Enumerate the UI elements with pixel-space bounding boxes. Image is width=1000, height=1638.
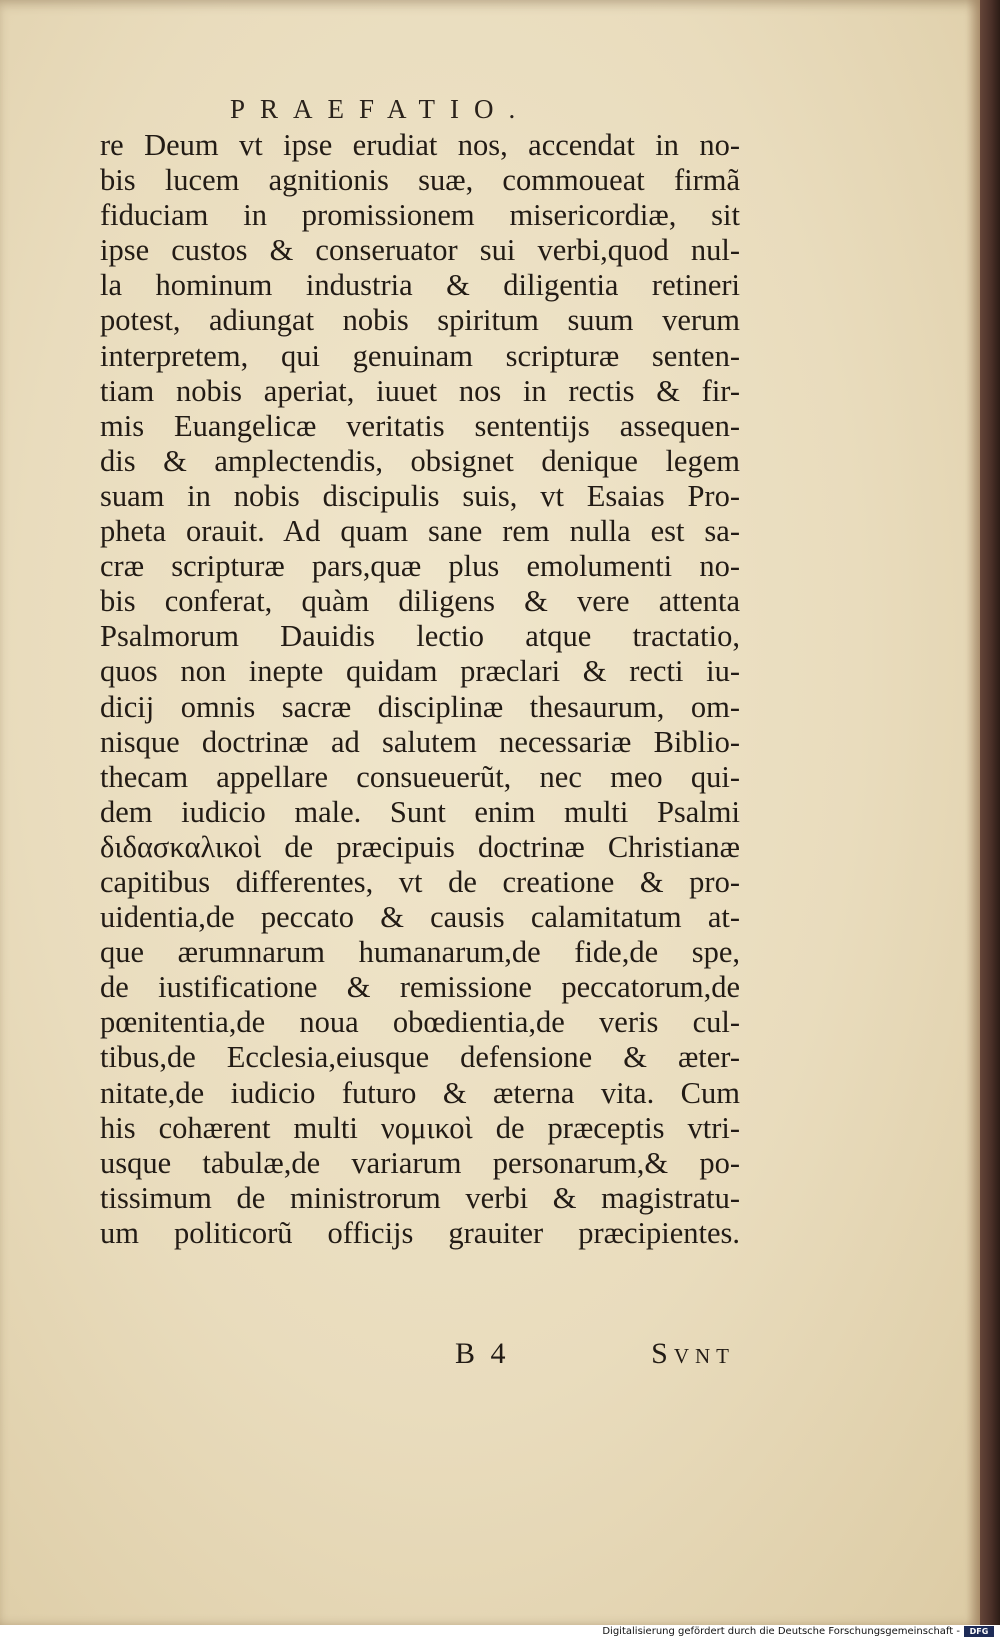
text-line: ipse custos & conseruator sui verbi,quod nul- bbox=[100, 233, 740, 268]
text-line: dis & amplectendis, obsignet denique legem bbox=[100, 443, 740, 478]
text-line: his cohærent multi νομικοὶ de præceptis vtri- bbox=[100, 1110, 740, 1145]
text-line: de iustificatione & remissione peccatorum,de bbox=[100, 970, 740, 1005]
signature-mark: B 4 bbox=[455, 1337, 510, 1370]
text-line: re Deum vt ipse erudiat nos, accendat in no- bbox=[100, 128, 740, 162]
text-line: cræ scripturæ pars,quæ plus emolumenti no- bbox=[100, 549, 740, 584]
text-line: tissimum de ministrorum verbi & magistratu- bbox=[100, 1180, 740, 1215]
dfg-logo-icon: DFG bbox=[964, 1626, 994, 1637]
running-head: PRAEFATIO. bbox=[230, 94, 531, 124]
page-edge-shadow bbox=[966, 0, 980, 1625]
text-block bbox=[100, 128, 740, 1251]
text-line: nisque doctrinæ ad salutem necessariæ Biblio- bbox=[100, 724, 740, 759]
catchword: Svnt bbox=[651, 1337, 735, 1370]
text-line: capitibus differentes, vt de creatione & pro- bbox=[100, 864, 740, 899]
text-line: um politicorũ officijs grauiter præcipientes. bbox=[100, 1215, 740, 1250]
text-line: Psalmorum Dauidis lectio atque tractatio, bbox=[100, 619, 740, 654]
text-line: mis Euangelicæ veritatis sententijs assequen- bbox=[100, 408, 740, 443]
text-line: nitate,de iudicio futuro & æterna vita. Cum bbox=[100, 1075, 740, 1110]
text-line: usque tabulæ,de variarum personarum,& po- bbox=[100, 1145, 740, 1180]
text-line: la hominum industria & diligentia retineri bbox=[100, 268, 740, 303]
text-line: interpretem, qui genuinam scripturæ senten- bbox=[100, 338, 740, 373]
text-line: quos non inepte quidam præclari & recti iu- bbox=[100, 654, 740, 689]
text-line: pheta orauit. Ad quam sane rem nulla est sa- bbox=[100, 514, 740, 549]
digitization-footer bbox=[0, 1625, 1000, 1638]
footer-credit: Digitalisierung gefördert durch die Deutsche Forschungsgemeinschaft - bbox=[602, 1626, 960, 1637]
text-line: uidentia,de peccato & causis calamitatum at- bbox=[100, 900, 740, 935]
book-spine bbox=[978, 0, 1000, 1638]
text-line: διδασκαλικοὶ de præcipuis doctrinæ Christianæ bbox=[100, 829, 740, 864]
text-line: dem iudicio male. Sunt enim multi Psalmi bbox=[100, 794, 740, 829]
text-line: bis lucem agnitionis suæ, commoueat firmã bbox=[100, 163, 740, 198]
text-line: tiam nobis aperiat, iuuet nos in rectis & fir- bbox=[100, 373, 740, 408]
catchline bbox=[455, 1337, 735, 1377]
text-line: suam in nobis discipulis suis, vt Esaias Pro- bbox=[100, 478, 740, 513]
text-line: pœnitentia,de noua obœdientia,de veris cul- bbox=[100, 1005, 740, 1040]
text-line: tibus,de Ecclesia,eiusque defensione & æter- bbox=[100, 1040, 740, 1075]
text-line: bis conferat, quàm diligens & vere attenta bbox=[100, 584, 740, 619]
text-line: fiduciam in promissionem misericordiæ, sit bbox=[100, 198, 740, 233]
text-line: dicij omnis sacræ disciplinæ thesaurum, om- bbox=[100, 689, 740, 724]
text-line: thecam appellare consueuerũt, nec meo qui- bbox=[100, 759, 740, 794]
text-line: potest, adiungat nobis spiritum suum verum bbox=[100, 303, 740, 338]
text-line: que ærumnarum humanarum,de fide,de spe, bbox=[100, 935, 740, 970]
